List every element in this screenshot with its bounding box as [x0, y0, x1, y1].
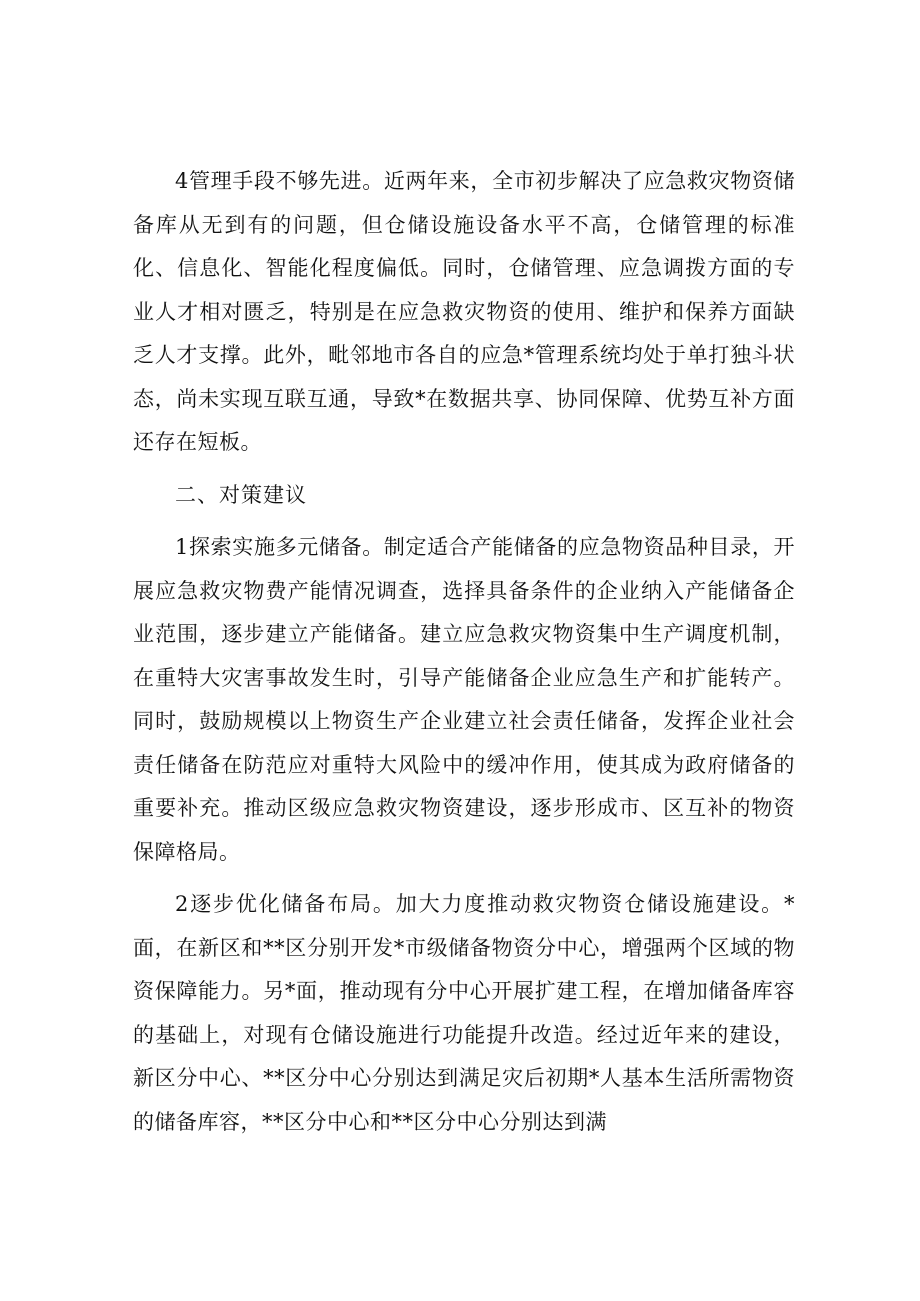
paragraph-management-means: 4管理手段不够先进。近两年来，全市初步解决了应急救灾物资储备库从无到有的问题，但仓储设施设备水平不高，仓储管理的标准化、信息化、智能化程度偏低。同时，仓储管理、应急调拨方面的专业人才相对匮乏，特别是在应急救灾物资的使用、维护和保养方面缺乏人才支撑。此外，毗邻地市各自的应急*管理系统均处于单打独斗状态，尚未实现互联互通，导致*在数据共享、协同保障、优势互补方面还存在短板。 — [133, 169, 795, 454]
document-body — [133, 160, 795, 1144]
paragraph-diversified-reserve: 1探索实施多元储备。制定适合产能储备的应急物资品种目录，开展应急救灾物费产能情况调查，选择具备条件的企业纳入产能储备企业范围，逐步建立产能储备。建立应急救灾物资集中生产调度机制，在重特大灾害事故发生时，引导产能储备企业应急生产和扩能转产。同时，鼓励规模以上物资生产企业建立社会责任储备，发挥企业社会责任储备在防范应对重特大风险中的缓冲作用，使其成为政府储备的重要补充。推动区级应急救灾物资建设，逐步形成市、区互补的物资保障格局。 — [133, 535, 795, 864]
section-heading-countermeasures: 二、对策建议 — [175, 482, 307, 507]
paragraph-optimize-layout: 2逐步优化储备布局。加大力度推动救灾物资仓储设施建设。*面，在新区和**区分别开发*市级储备物资分中心，增强两个区域的物资保障能力。另*面，推动现有分中心开展扩建工程，在增加储备库容的基础上，对现有仓储设施进行功能提升改造。经过近年来的建设，新区分中心、**区分中心分别达到满足灾后初期*人基本生活所需物资的储备库容，**区分中心和**区分中心分别达到满 — [133, 892, 795, 1134]
